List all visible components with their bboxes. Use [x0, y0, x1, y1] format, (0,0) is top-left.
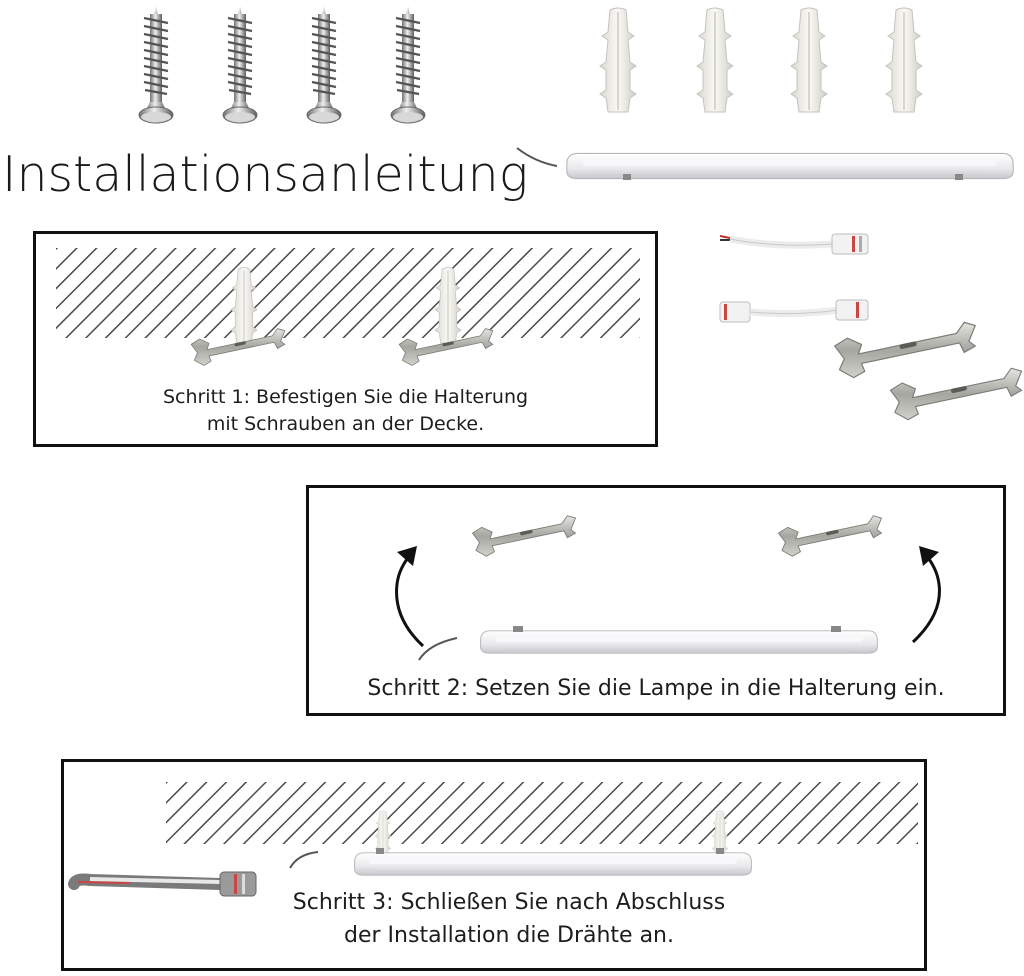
connector-cable-icon	[716, 226, 876, 262]
step-2-caption	[309, 672, 1003, 705]
wall-plug-icon	[600, 8, 636, 112]
step-1-line-1: Schritt 1: Befestigen Sie die Halterung	[162, 386, 529, 408]
wall-plug-icon	[886, 8, 922, 112]
screw-icon	[139, 6, 173, 123]
led-batten-lamp-icon	[515, 140, 1024, 190]
screw-icon	[223, 6, 257, 123]
mounting-bracket-icon	[396, 322, 496, 372]
step-3-line-2: der Installation die Drähte an.	[344, 923, 674, 948]
step-2-panel	[306, 485, 1006, 716]
screw-icon	[307, 6, 341, 123]
mounting-bracket-icon	[469, 506, 579, 566]
mounting-bracket-icon	[835, 322, 976, 377]
ceiling-hatch	[166, 782, 918, 844]
ceiling-hatch	[56, 248, 640, 338]
step-1-line-2: mit Schrauben an der Decke.	[206, 413, 485, 435]
page-title: Installationsanleitung	[2, 146, 529, 203]
mounting-bracket-icon	[775, 506, 885, 566]
wall-plug-icon	[791, 8, 827, 112]
step-1-caption	[36, 384, 655, 438]
step-3-line-1: Schritt 3: Schließen Sie nach Abschluss	[292, 890, 726, 915]
brackets-group	[830, 310, 1024, 460]
led-batten-lamp-icon	[417, 620, 901, 664]
wall-plug-icon	[697, 8, 733, 112]
step-1-panel	[33, 231, 658, 447]
step-2-line-1: Schritt 2: Setzen Sie die Lampe in die Halterung ein.	[367, 676, 945, 701]
step-3-panel	[61, 759, 927, 971]
mounting-bracket-icon	[890, 368, 1021, 420]
step-3-caption	[216, 886, 802, 952]
mounting-bracket-icon	[188, 322, 288, 372]
curved-arrow-right-icon	[907, 544, 947, 644]
led-batten-lamp-icon	[288, 846, 788, 882]
screw-icon	[391, 6, 425, 123]
